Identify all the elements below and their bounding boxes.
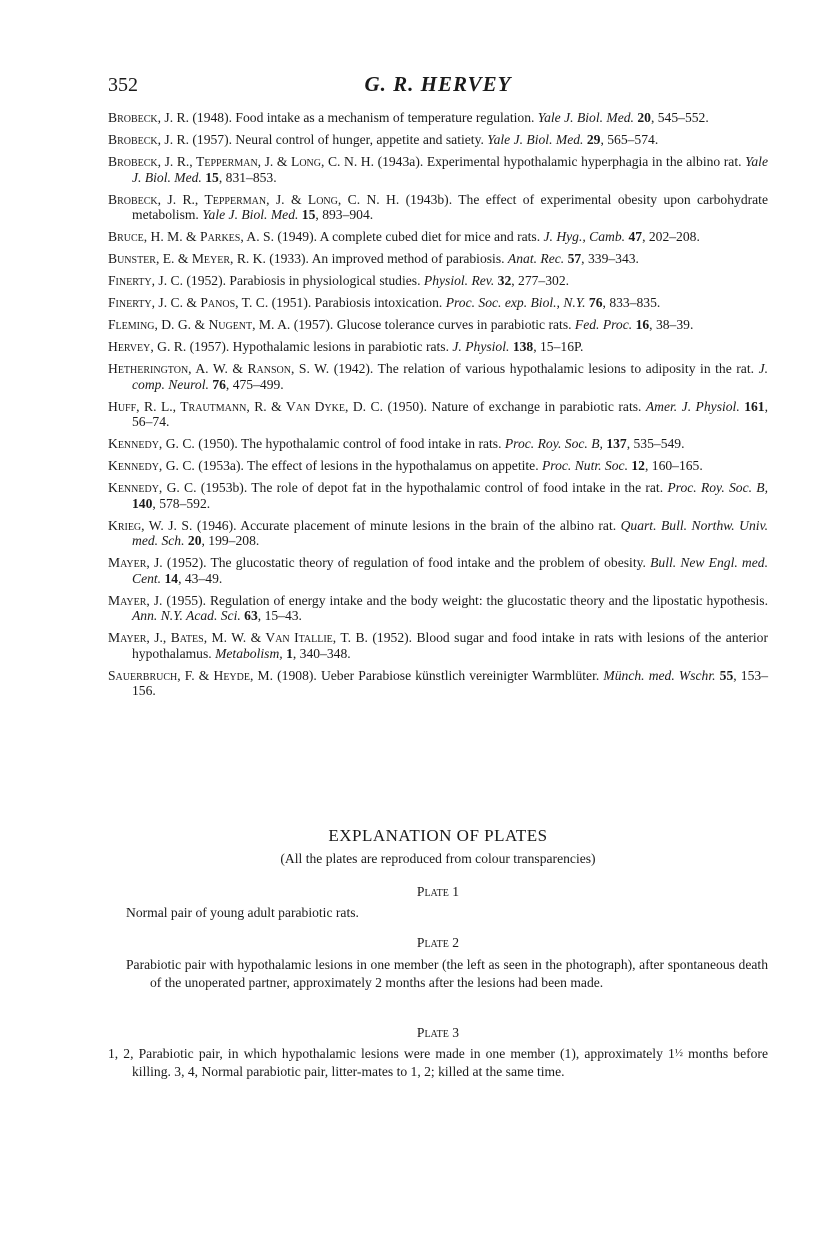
reference-journal: J. Hyg., Camb. (543, 229, 626, 244)
reference-volume: 76 (588, 295, 603, 310)
reference-pages: , 475–499. (225, 376, 284, 392)
reference-journal: Anat. Rec. (507, 251, 565, 266)
reference-title: An improved method of parabiosis. (311, 251, 508, 266)
reference-journal: J. Physiol. (452, 339, 510, 354)
reference-journal: Yale J. Biol. Med. (487, 132, 584, 147)
reference-pages: , 153–156. (132, 667, 768, 698)
reference-title: Parabiosis in physiological studies. (229, 273, 424, 288)
plate-1-text: Normal pair of young adult parabiotic rats. (126, 905, 359, 920)
page-header (108, 70, 768, 104)
reference-year: (1953b). (196, 480, 252, 495)
reference-entry (108, 399, 768, 430)
reference-entry (108, 132, 768, 148)
reference-title: Ueber Parabiose künstlich vereinigter Warmblüter. (320, 667, 604, 683)
reference-volume: 12 (631, 458, 645, 473)
reference-volume: 161 (744, 398, 765, 414)
reference-journal: Proc. Roy. Soc. B, (504, 436, 603, 451)
reference-journal: Proc. Soc. exp. Biol., N.Y. (445, 295, 586, 310)
reference-year: (1933). (265, 251, 312, 266)
reference-journal: Yale J. Biol. Med. (202, 207, 299, 222)
reference-entry (108, 361, 768, 392)
reference-year: (1952). (182, 273, 230, 288)
reference-volume: 57 (567, 251, 582, 266)
reference-pages: , 199–208. (201, 533, 260, 548)
reference-volume: 15 (301, 207, 316, 222)
reference-title: Experimental hypothalamic hyperphagia in the albino rat. (426, 154, 746, 169)
reference-year: (1951). (268, 295, 315, 310)
reference-title: The role of depot fat in the hypothalamic control of food intake in the rat. (251, 480, 668, 495)
reference-journal: J. comp. Neurol. (132, 361, 768, 392)
reference-title: Neural control of hunger, appetite and satiety. (235, 132, 488, 147)
reference-authors: Fleming, D. G. & Nugent, M. A. (108, 317, 291, 332)
reference-year: (1952). (162, 555, 211, 570)
reference-authors: Kennedy, G. C. (108, 458, 195, 473)
reference-volume: 20 (637, 110, 651, 125)
reference-year: (1948). (188, 110, 236, 125)
reference-year: (1946). (192, 517, 241, 533)
reference-journal: Proc. Nutr. Soc. (542, 458, 628, 473)
reference-authors: Mayer, J. (108, 592, 163, 608)
reference-pages: , 545–552. (650, 110, 709, 125)
reference-pages: , 535–549. (626, 436, 685, 451)
reference-volume: 55 (719, 667, 734, 683)
reference-authors: Hervey, G. R. (108, 339, 187, 354)
reference-list (108, 110, 768, 705)
reference-title: The effect of lesions in the hypothalamus on appetite. (247, 458, 542, 473)
plate-3-title: Plate 3 (416, 1025, 460, 1040)
plate-1-title: Plate 1 (416, 884, 460, 899)
reference-entry (108, 251, 768, 267)
reference-authors: Finerty, J. C. (108, 273, 183, 288)
reference-pages: , 277–302. (511, 273, 570, 288)
reference-pages: , 833–835. (602, 295, 661, 310)
reference-pages: , 56–74. (132, 398, 768, 429)
reference-pages: , 43–49. (178, 570, 223, 586)
plate-3-text-b: months before killing. 3, 4, Normal parabiotic pair, litter-mates to 1, 2; killed at the same time. (132, 1046, 768, 1079)
reference-pages: , 38–39. (649, 317, 694, 332)
reference-authors: Sauerbruch, F. & Heyde, M. (108, 667, 274, 683)
reference-volume: 20 (187, 533, 202, 548)
plates-section-note: (All the plates are reproduced from colour transparencies) (280, 851, 596, 866)
reference-authors: Kennedy, G. C. (108, 436, 195, 451)
reference-authors: Bruce, H. M. & Parkes, A. S. (108, 229, 274, 244)
reference-year: (1950). (382, 398, 432, 414)
reference-entry (108, 555, 768, 586)
reference-title: Regulation of energy intake and the body weight: the glucostatic theory and the lipostatic hypothesis. (209, 592, 768, 608)
reference-pages: , 578–592. (152, 495, 211, 511)
reference-volume: 14 (164, 570, 179, 586)
reference-year: (1957). (188, 132, 236, 147)
reference-authors: Brobeck, J. R. (108, 110, 189, 125)
page-number: 352 (108, 74, 138, 96)
reference-volume: 29 (586, 132, 601, 147)
reference-journal: Fed. Proc. (574, 317, 633, 332)
reference-entry (108, 480, 768, 511)
reference-authors: Mayer, J. (108, 555, 163, 570)
reference-title: Food intake as a mechanism of temperature regulation. (235, 110, 538, 125)
reference-volume: 138 (512, 339, 534, 354)
plates-section-title: EXPLANATION OF PLATES (328, 826, 548, 845)
reference-year: (1949). (273, 229, 320, 244)
reference-pages: , 160–165. (644, 458, 703, 473)
reference-pages: , 565–574. (600, 132, 659, 147)
reference-year: (1908). (273, 667, 321, 683)
reference-authors: Finerty, J. C. & Panos, T. C. (108, 295, 269, 310)
reference-journal: Physiol. Rev. (423, 273, 495, 288)
reference-pages: , 15–16P. (533, 339, 584, 354)
reference-entry (108, 317, 768, 333)
reference-journal: Bull. New Engl. med. Cent. (132, 555, 768, 586)
reference-pages: , 831–853. (218, 169, 277, 185)
reference-year: (1950). (194, 436, 241, 451)
reference-entry (108, 229, 768, 245)
reference-year: (1953a). (194, 458, 248, 473)
reference-entry (108, 273, 768, 289)
reference-year: (1955). (162, 592, 210, 608)
reference-journal: Proc. Roy. Soc. B, (667, 480, 768, 495)
reference-title: Glucose tolerance curves in parabiotic rats. (336, 317, 575, 332)
reference-volume: 16 (635, 317, 650, 332)
reference-title: The effect of experimental obesity upon carbohydrate metabolism. (132, 191, 768, 222)
reference-title: Accurate placement of minute lesions in the brain of the albino rat. (240, 517, 621, 533)
reference-journal: Quart. Bull. Northw. Univ. med. Sch. (132, 517, 768, 548)
reference-journal: Amer. J. Physiol. (645, 398, 740, 414)
reference-pages: , 893–904. (315, 207, 374, 222)
reference-year: (1957). (186, 339, 233, 354)
plate-2-title: Plate 2 (416, 935, 460, 950)
reference-authors: Brobeck, J. R. (108, 132, 189, 147)
reference-journal: Metabolism, (215, 645, 283, 661)
reference-entry (108, 295, 768, 311)
reference-authors: Brobeck, J. R., Tepperman, J. & Long, C. N. H. (108, 154, 374, 169)
reference-journal: Yale J. Biol. Med. (537, 110, 634, 125)
reference-authors: Kennedy, G. C. (108, 480, 197, 495)
reference-title: Nature of exchange in parabiotic rats. (431, 398, 646, 414)
reference-entry (108, 593, 768, 624)
reference-title: A complete cubed diet for mice and rats. (319, 229, 544, 244)
reference-volume: 15 (205, 169, 219, 185)
reference-authors: Mayer, J., Bates, M. W. & Van Itallie, T. B. (108, 630, 368, 645)
reference-authors: Huff, R. L., Trautmann, R. & Van Dyke, D. C. (108, 398, 383, 414)
reference-authors: Brobeck, J. R., Tepperman, J. & Long, C. N. H. (108, 191, 400, 207)
reference-title: The glucostatic theory of regulation of food intake and the problem of obesity. (210, 555, 651, 570)
reference-entry (108, 339, 768, 355)
reference-entry (108, 192, 768, 223)
reference-journal: Münch. med. Wschr. (603, 667, 716, 683)
reference-title: Parabiosis intoxication. (314, 295, 446, 310)
reference-year: (1943a). (374, 154, 427, 169)
reference-title: The relation of various hypothalamic lesions to adiposity in the rat. (377, 361, 759, 376)
reference-entry (108, 668, 768, 699)
reference-volume: 32 (497, 273, 512, 288)
reference-title: The hypothalamic control of food intake in rats. (241, 436, 505, 451)
reference-authors: Krieg, W. J. S. (108, 517, 193, 533)
reference-year: (1952). (367, 630, 417, 645)
reference-title: Hypothalamic lesions in parabiotic rats. (232, 339, 453, 354)
reference-entry (108, 458, 768, 474)
reference-volume: 76 (212, 376, 226, 392)
reference-pages: , 339–343. (581, 251, 639, 266)
reference-pages: , 340–348. (292, 645, 351, 661)
reference-volume: 63 (244, 608, 258, 623)
reference-entry (108, 154, 768, 185)
reference-entry (108, 630, 768, 661)
reference-year: (1942). (329, 361, 378, 376)
running-head: G. R. HERVEY (364, 72, 512, 96)
reference-year: (1957). (290, 317, 337, 332)
reference-authors: Hetherington, A. W. & Ranson, S. W. (108, 361, 330, 376)
reference-entry (108, 436, 768, 452)
reference-title: Blood sugar and food intake in rats with lesions of the anterior hypothalamus. (132, 630, 769, 661)
plate-3-text (108, 1045, 768, 1080)
reference-entry (108, 518, 768, 549)
reference-volume: 140 (132, 495, 153, 511)
reference-journal: Ann. N.Y. Acad. Sci. (132, 608, 241, 623)
plate-2-text: Parabiotic pair with hypothalamic lesions in one member (the left as seen in the photograph), after spontaneous death of the unoperated partner, approximately 2 months after the lesions had been made. (126, 957, 768, 990)
reference-volume: 137 (606, 436, 627, 451)
reference-journal: Yale J. Biol. Med. (132, 154, 768, 185)
reference-volume: 1 (286, 645, 293, 661)
reference-entry (108, 110, 768, 126)
reference-authors: Bunster, E. & Meyer, R. K. (108, 251, 266, 266)
reference-pages: , 202–208. (642, 229, 700, 244)
reference-year: (1943b). (399, 191, 459, 207)
reference-pages: , 15–43. (257, 608, 302, 623)
plate-3-fraction: ½ (674, 1047, 684, 1059)
reference-volume: 47 (628, 229, 643, 244)
plate-3-text-a: 1, 2, Parabiotic pair, in which hypothalamic lesions were made in one member (1), approximately 1 (108, 1046, 675, 1061)
